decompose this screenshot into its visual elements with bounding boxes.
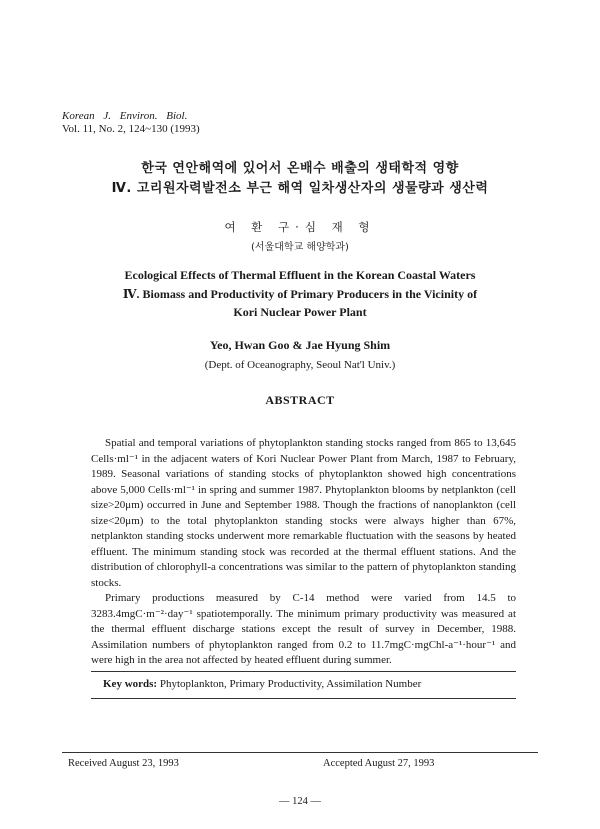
english-title-line-2: Ⅳ. Biomass and Productivity of Primary Producers in the Vicinity of: [122, 287, 478, 301]
korean-title-line-2: Ⅳ. 고리원자력발전소 부근 해역 일차생산자의 생물량과 생산력: [111, 181, 489, 196]
keywords-label: Key words:: [103, 678, 158, 690]
english-authors: Yeo, Hwan Goo & Jae Hyung Shim: [209, 338, 391, 352]
received-date: Received August 23, 1993: [68, 758, 179, 769]
english-title-line-1: Ecological Effects of Thermal Effluent in the Korean Coastal Waters: [124, 268, 476, 282]
korean-title-line-1: 한국 연안해역에 있어서 온배수 배출의 생태학적 영향: [141, 161, 459, 176]
page-number: — 124 —: [279, 796, 321, 807]
abstract-paragraph-1: Spatial and temporal variations of phytoplankton standing stocks ranged from 865 to 13,645 Cells·ml⁻¹ in the adjacent waters of Kori Nuclear Power Plant from March, 1987 to February, 1989. Seasonal variations of standing stocks of phytoplankton showed high concentrations above 5,000 Cells·ml⁻¹ in spring and summer 1987. Phytoplankton blooms by netplankton (cell size>20μm) occurred in June and September 1988. Though the fractions of nanoplankton (cell size<20μm) to the total phytoplankton standing stocks were always higher than 67%, netplankton standing stocks underwent more remarkable fluctuation with the seasons by heated effluent. The minimum standing stock was recorded at the thermal effluent stations. And the distribution of chlorophyll-a concentrations was similar to the pattern of phytoplankton standing stocks.: [91, 437, 516, 589]
keywords-text: Phytoplankton, Primary Productivity, Assimilation Number: [159, 678, 422, 690]
journal-volume: Vol. 11, No. 2, 124~130 (1993): [62, 123, 200, 135]
journal-name: Korean J. Environ. Biol.: [62, 110, 188, 122]
accepted-date: Accepted August 27, 1993: [323, 758, 435, 769]
english-affiliation: (Dept. of Oceanography, Seoul Nat'l Univ.): [204, 359, 396, 371]
abstract-paragraph-2: Primary productions measured by C-14 method were varied from 14.5 to 3283.4mgC·m⁻²·day⁻¹ spatiotemporally. The minimum primary productivity was measured at the thermal effluent discharge stations except the result of survey in December, 1988. Assimilation numbers of phytoplankton ranged from 0.2 to 11.7mgC·mgChl-a⁻¹·hour⁻¹ and were high in the area not affected by heated effluent during summer.: [91, 592, 516, 666]
keywords-divider: [91, 698, 516, 699]
keywords: [103, 678, 421, 690]
korean-affiliation: (서울대학교 해양학과): [251, 242, 349, 253]
english-title-line-3: Kori Nuclear Power Plant: [233, 305, 367, 319]
korean-authors: 여 환 구·심 재 형: [224, 220, 376, 234]
abstract-divider: [91, 671, 516, 672]
footer-divider: [62, 752, 538, 753]
journal-citation: [62, 110, 200, 136]
abstract-body: [91, 436, 516, 669]
abstract-heading: ABSTRACT: [265, 393, 335, 407]
